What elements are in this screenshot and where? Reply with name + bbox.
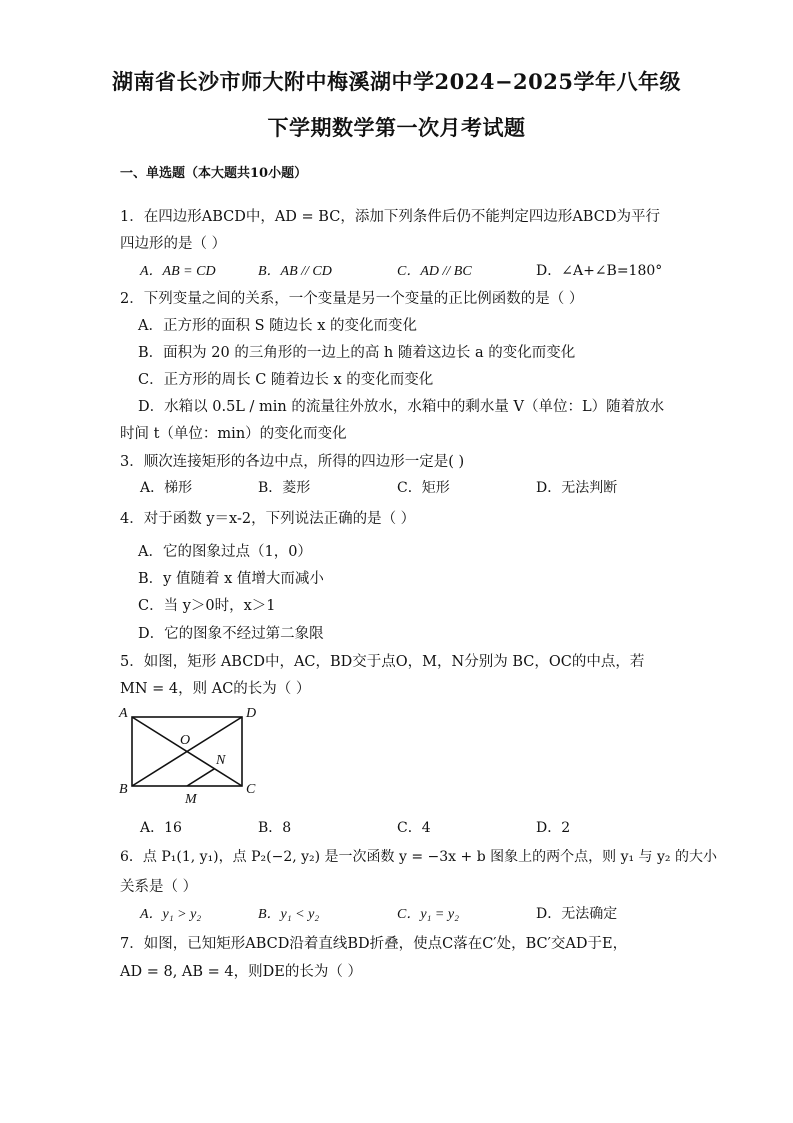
section-heading: 一、单选题（本大题共10小题） — [120, 166, 308, 181]
label-n: N — [216, 753, 226, 768]
label-m: M — [185, 792, 197, 807]
label-c: C — [246, 782, 256, 797]
q5-option-d: D．2 — [536, 820, 571, 836]
q4-option-c: C．当 y＞0时，x＞1 — [138, 598, 276, 614]
q4-stem: 4．对于函数 y＝x-2，下列说法正确的是（ ） — [120, 511, 416, 527]
q5-option-c: C．4 — [397, 820, 431, 836]
q2-option-b: B．面积为 20 的三角形的一边上的高 h 随着这边长 a 的变化而变化 — [138, 345, 576, 361]
q4-option-a: A．它的图象过点（1，0） — [138, 544, 312, 560]
q4-option-d: D．它的图象不经过第二象限 — [138, 626, 324, 642]
q6-option-a: A．y₁ > y₂ — [140, 907, 202, 922]
q7-stem-line-2: AD = 8, AB = 4，则DE的长为（ ） — [120, 964, 362, 980]
q1-option-d: D．∠A+∠B=180° — [536, 263, 663, 279]
exam-title-line-2: 下学期数学第一次月考试题 — [267, 115, 526, 140]
q5-stem-line-2: MN = 4，则 AC的长为（ ） — [120, 681, 311, 697]
q1-option-b: B．AB // CD — [258, 264, 332, 279]
q4-option-b: B．y 值随着 x 值增大而减小 — [138, 571, 324, 587]
q6-option-b: B．y₁ < y₂ — [258, 907, 320, 922]
segment-mn — [187, 769, 215, 786]
q5-option-a: A．16 — [140, 820, 182, 836]
q1-option-c: C．AD // BC — [397, 264, 472, 279]
label-a: A — [119, 706, 128, 721]
q5-stem-line-1: 5．如图，矩形 ABCD中，AC，BD交于点O，M，N分别为 BC，OC的中点，若 — [120, 654, 645, 670]
q3-stem: 3．顺次连接矩形的各边中点，所得的四边形一定是( ) — [120, 454, 465, 470]
label-o: O — [180, 733, 191, 748]
q6-option-c: C．y₁ = y₂ — [397, 907, 459, 922]
q7-stem-line-1: 7．如图，已知矩形ABCD沿着直线BD折叠，使点C落在C′处，BC′交AD于E， — [120, 936, 628, 952]
q5-option-b: B．8 — [258, 820, 292, 836]
q1-option-a: A．AB = CD — [140, 264, 216, 279]
q1-stem-line-1: 1．在四边形ABCD中，AD = BC，添加下列条件后仍不能判定四边形ABCD为平行 — [120, 209, 660, 225]
q6-stem-line-1: 6．点 P₁(1, y₁)，点 P₂(−2, y₂) 是一次函数 y = −3x + b 图象上的两个点，则 y₁ 与 y₂ 的大小 — [120, 849, 717, 865]
q3-option-b: B．菱形 — [258, 480, 311, 496]
q5-rectangle-figure — [115, 700, 265, 810]
label-b: B — [119, 782, 128, 797]
q1-stem-line-2: 四边形的是（ ） — [120, 236, 227, 252]
q2-option-a: A．正方形的面积 S 随边长 x 的变化而变化 — [138, 318, 418, 334]
exam-title-line-1: 湖南省长沙市师大附中梅溪湖中学2024−2025学年八年级 — [112, 69, 681, 94]
q6-stem-line-2: 关系是（ ） — [120, 879, 198, 895]
q3-option-c: C．矩形 — [397, 480, 450, 496]
q2-option-d-line-2: 时间 t（单位：min）的变化而变化 — [120, 426, 347, 442]
q3-option-d: D．无法判断 — [536, 480, 618, 496]
q2-option-c: C．正方形的周长 C 随着边长 x 的变化而变化 — [138, 372, 434, 388]
q2-option-d-line-1: D．水箱以 0.5L / min 的流量往外放水，水箱中的剩水量 V（单位：L）随着放水 — [138, 399, 665, 415]
label-d: D — [246, 706, 257, 721]
q3-option-a: A．梯形 — [140, 480, 193, 496]
q6-option-d: D．无法确定 — [536, 906, 618, 922]
q2-stem: 2．下列变量之间的关系，一个变量是另一个变量的正比例函数的是（ ） — [120, 291, 584, 307]
